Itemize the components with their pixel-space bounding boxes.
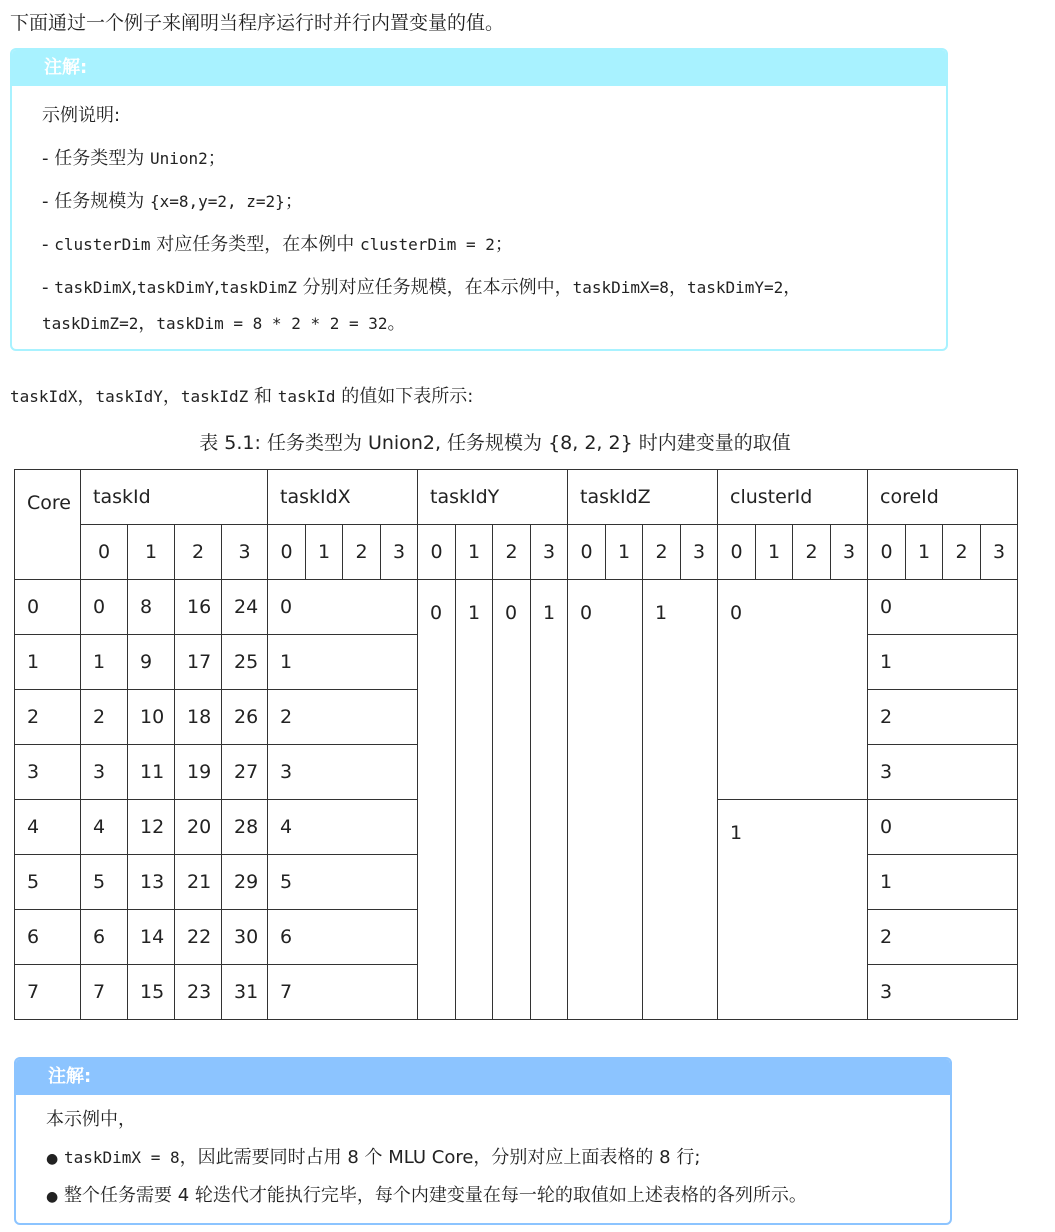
code-span: taskIdZ [180,387,249,406]
subheader-cell: 3 [831,525,868,580]
taskid-cell: 13 [128,855,175,910]
coreid-cell: 3 [868,745,1018,800]
code-span: clusterDim = 2 [360,235,495,254]
taskid-cell: 29 [222,855,268,910]
subheader-cell: 2 [175,525,222,580]
code-span: taskDimY [137,278,215,297]
taskid-cell: 12 [128,800,175,855]
taskid-cell: 19 [175,745,222,800]
subheader-cell: 3 [531,525,568,580]
text: ； [284,191,303,212]
taskid-cell: 3 [81,745,128,800]
taskid-cell: 11 [128,745,175,800]
text: 分别对应任务规模，在本示例中， [296,277,573,298]
bullet-icon: ● [46,1189,59,1205]
taskidx-cell: 1 [268,635,418,690]
subheader-cell: 1 [306,525,343,580]
taskid-cell: 24 [222,580,268,635]
clusterid-cell: 0 [718,580,868,800]
taskid-cell: 25 [222,635,268,690]
code-span: taskDimX = 8 [64,1148,180,1167]
note-line: 本示例中， [46,1109,136,1130]
subheader-row [15,525,1018,580]
text: ； [494,234,513,255]
text: 整个任务需要 4 轮迭代才能执行完毕，每个内建变量在每一轮的取值如上述表格的各列所示。 [64,1185,807,1206]
coreid-cell: 1 [868,635,1018,690]
code-span: clusterDim [54,235,151,254]
text: ， [162,386,181,407]
text: - 任务类型为 [42,148,150,169]
text: ， [783,277,802,298]
header-cell: taskId [81,470,268,525]
core-cell: 1 [15,635,81,690]
text: ， [668,277,687,298]
text: ， [138,313,157,334]
core-cell: 6 [15,910,81,965]
taskidx-cell: 2 [268,690,418,745]
taskid-cell: 22 [175,910,222,965]
text: ， [77,386,96,407]
taskid-cell: 2 [81,690,128,745]
core-cell: 0 [15,580,81,635]
core-cell: 5 [15,855,81,910]
taskid-cell: 16 [175,580,222,635]
subheader-cell: 0 [418,525,456,580]
taskid-cell: 15 [128,965,175,1020]
taskidx-cell: 5 [268,855,418,910]
code-span: Union2 [149,149,208,168]
text: 。 [387,313,406,334]
coreid-cell: 0 [868,800,1018,855]
taskidx-cell: 3 [268,745,418,800]
text: 和 [248,386,278,407]
text: ，因此需要同时占用 8 个 MLU Core，分别对应上面表格的 8 行; [179,1147,701,1168]
taskid-cell: 7 [81,965,128,1020]
subheader-cell: 0 [81,525,128,580]
taskid-cell: 5 [81,855,128,910]
taskid-cell: 28 [222,800,268,855]
header-cell: taskIdY [418,470,568,525]
note-body [12,86,946,345]
table-caption: 表 5.1: 任务类型为 Union2, 任务规模为 {8, 2, 2} 时内建变量的取值 [199,432,791,454]
coreid-cell: 2 [868,910,1018,965]
taskidx-cell: 4 [268,800,418,855]
taskid-cell: 4 [81,800,128,855]
note-line [42,137,946,180]
builtin-values-table [14,469,1018,1020]
header-cell: taskIdX [268,470,418,525]
header-cell: coreId [868,470,1018,525]
note-line [42,309,946,345]
code-span: taskDimX [54,278,132,297]
code-span: taskDimX=8 [572,278,669,297]
text: - [42,234,55,255]
core-cell: 7 [15,965,81,1020]
coreid-cell: 2 [868,690,1018,745]
text: , [131,277,138,298]
text: 对应任务类型，在本例中 [150,234,360,255]
taskidx-cell: 7 [268,965,418,1020]
taskid-cell: 21 [175,855,222,910]
text: 的值如下表所示: [335,386,474,407]
note-line [42,180,946,223]
text: , [214,277,220,298]
core-cell: 2 [15,690,81,745]
subheader-cell: 3 [381,525,418,580]
core-cell: 4 [15,800,81,855]
clusterid-cell: 1 [718,800,868,1020]
header-cell: clusterId [718,470,868,525]
note-body [16,1095,950,1215]
code-span: taskIdY [95,387,163,406]
intro-text: 下面通过一个例子来阐明当程序运行时并行内置变量的值。 [10,12,505,34]
table-lead-text [10,382,473,408]
taskid-cell: 8 [128,580,175,635]
taskidz-cell: 0 [568,580,643,1020]
taskidy-cell: 1 [456,580,493,1020]
taskid-cell: 17 [175,635,222,690]
note-line [42,266,946,309]
subheader-cell: 2 [343,525,381,580]
subheader-cell: 0 [268,525,306,580]
note-box-explanation [14,1057,952,1225]
taskidx-cell: 0 [268,580,418,635]
subheader-cell: 2 [493,525,531,580]
code-span: {x=8,y=2, z=2} [149,192,285,211]
table-row [15,580,1018,635]
subheader-cell: 3 [222,525,268,580]
taskidy-cell: 1 [531,580,568,1020]
coreid-cell: 1 [868,855,1018,910]
subheader-cell: 1 [128,525,175,580]
taskid-cell: 30 [222,910,268,965]
subheader-cell: 3 [981,525,1018,580]
taskid-cell: 20 [175,800,222,855]
code-span: taskDimZ=2 [42,314,139,333]
header-cell: taskIdZ [568,470,718,525]
core-cell: 3 [15,745,81,800]
taskidy-cell: 0 [418,580,456,1020]
bullet-item [46,1139,950,1177]
taskid-cell: 23 [175,965,222,1020]
subheader-cell: 2 [943,525,981,580]
coreid-cell: 0 [868,580,1018,635]
taskidz-cell: 1 [643,580,718,1020]
note-box-example [10,48,948,351]
subheader-cell: 2 [793,525,831,580]
bullet-item [46,1177,950,1215]
code-span: taskId [277,387,336,406]
note-line [42,223,946,266]
subheader-cell: 0 [568,525,606,580]
taskid-cell: 1 [81,635,128,690]
taskid-cell: 18 [175,690,222,745]
taskid-cell: 9 [128,635,175,690]
subheader-cell: 3 [681,525,718,580]
code-span: taskDim = 8 * 2 * 2 = 32 [156,314,388,333]
bullet-icon: ● [46,1151,59,1167]
table-body [15,470,1018,1020]
coreid-cell: 3 [868,965,1018,1020]
text: - 任务规模为 [42,191,150,212]
header-cell: Core [15,470,81,580]
subheader-cell: 1 [756,525,793,580]
taskid-cell: 0 [81,580,128,635]
note-title: 注解: [16,1059,950,1095]
taskid-cell: 10 [128,690,175,745]
taskid-cell: 6 [81,910,128,965]
note-line: 示例说明: [42,105,121,126]
subheader-cell: 1 [906,525,943,580]
header-row [15,470,1018,525]
text: ； [207,148,226,169]
subheader-cell: 1 [456,525,493,580]
taskidy-cell: 0 [493,580,531,1020]
text: - [42,277,55,298]
code-span: taskDimY=2 [686,278,784,297]
taskid-cell: 14 [128,910,175,965]
subheader-cell: 0 [718,525,756,580]
subheader-cell: 1 [606,525,643,580]
taskid-cell: 26 [222,690,268,745]
taskid-cell: 31 [222,965,268,1020]
note-title: 注解: [12,50,946,86]
subheader-cell: 0 [868,525,906,580]
subheader-cell: 2 [643,525,681,580]
taskidx-cell: 6 [268,910,418,965]
code-span: taskDimZ [219,278,297,297]
taskid-cell: 27 [222,745,268,800]
code-span: taskIdX [10,387,78,406]
